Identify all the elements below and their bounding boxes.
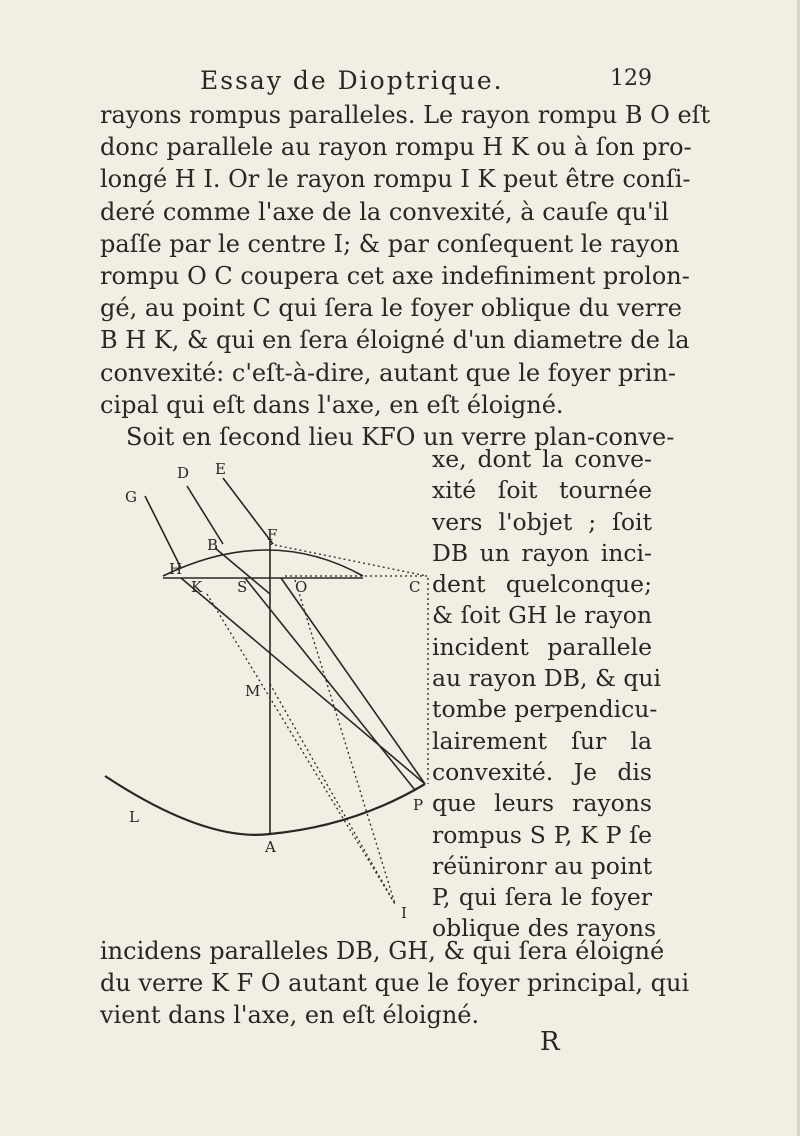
label-G: G: [125, 488, 137, 506]
label-B: B: [207, 536, 219, 554]
label-E: E: [215, 460, 226, 478]
text-line: cipal qui eſt dans l'axe, en eſt éloigné.: [100, 390, 564, 419]
text-line: oblique des rayons: [432, 914, 657, 943]
dotted-ray-F-C: [270, 544, 427, 576]
label-P: P: [413, 796, 424, 814]
lens-diagram-svg: [95, 444, 440, 924]
label-H: H: [169, 560, 183, 578]
text-line: convexité: c'eſt-à-dire, autant que le foyer prin-: [100, 358, 677, 387]
text-line: incidens paralleles DB, GH, & qui ſera éloigné: [100, 937, 665, 965]
label-I: I: [401, 904, 407, 922]
label-O: O: [295, 578, 308, 596]
text-line: rompus S P, K P ſe: [432, 820, 652, 849]
running-title: Essay de Dioptrique.: [200, 66, 504, 95]
label-D: D: [177, 464, 190, 482]
text-line: gé, au point C qui ſera le foyer oblique du verre: [100, 294, 682, 323]
label-M: M: [245, 682, 261, 700]
dotted-line-O-I: [295, 580, 395, 904]
text-line: xe, dont la conve-: [432, 445, 652, 473]
ray-E: [223, 478, 273, 544]
label-K: K: [191, 578, 203, 596]
lens-convex-surface: [163, 550, 363, 576]
body-text-top: [100, 99, 711, 453]
text-line: paſſe par le centre I; & par conſequent le rayon: [100, 229, 680, 258]
text-line: que leurs rayons: [432, 789, 652, 818]
signature-mark: R: [540, 1027, 560, 1057]
text-line: rayons rompus paralleles. Le rayon rompu B O eſt: [100, 101, 711, 129]
text-line: au rayon DB, & qui: [432, 664, 662, 693]
text-line: Soit en ſecond lieu KFO un verre plan-conve-: [126, 422, 675, 451]
text-line: P, qui ſera le foyer: [432, 883, 652, 912]
text-line: deré comme l'axe de la convexité, à cauſe qu'il: [100, 197, 669, 226]
text-line: incident parallele: [432, 632, 652, 661]
body-text-side: [432, 444, 662, 945]
text-line: réünironr au point: [432, 851, 653, 880]
text-line: donc parallele au rayon rompu H K ou à ſon pro-: [100, 133, 692, 162]
label-S: S: [237, 578, 248, 596]
text-line: dent quelconque;: [432, 570, 652, 599]
text-line: vient dans l'axe, en eſt éloigné.: [100, 1001, 480, 1030]
label-A: A: [265, 838, 276, 856]
dotted-line-M-I: [270, 684, 395, 904]
ray-G: [145, 496, 181, 568]
text-line: lairement ſur la: [432, 726, 652, 755]
text-line: tombe perpendicu-: [432, 695, 658, 724]
label-F: F: [267, 526, 278, 544]
body-text-bottom: [100, 935, 690, 1032]
text-line: DB un rayon inci-: [432, 538, 652, 567]
text-line: longé H I. Or le rayon rompu I K peut être conſi-: [100, 165, 691, 194]
text-line: B H K, & qui en ſera éloigné d'un diametre de la: [100, 326, 690, 355]
label-L: L: [129, 808, 139, 826]
running-head: [100, 66, 652, 100]
text-line: vers l'objet ; ſoit: [432, 507, 652, 536]
text-line: convexité. Je dis: [432, 757, 652, 786]
lens-diagram: [95, 444, 440, 924]
text-line: & ſoit GH le rayon: [432, 601, 652, 630]
text-line: rompu O C coupera cet axe indefiniment prolon-: [100, 261, 690, 290]
text-line: xité ſoit tournée: [432, 476, 652, 505]
text-line: du verre K F O autant que le foyer principal, qui: [100, 969, 690, 998]
page-number: 129: [610, 66, 652, 91]
label-C: C: [409, 578, 421, 596]
focal-arc: [105, 776, 425, 835]
dotted-ray-I: [207, 594, 395, 904]
